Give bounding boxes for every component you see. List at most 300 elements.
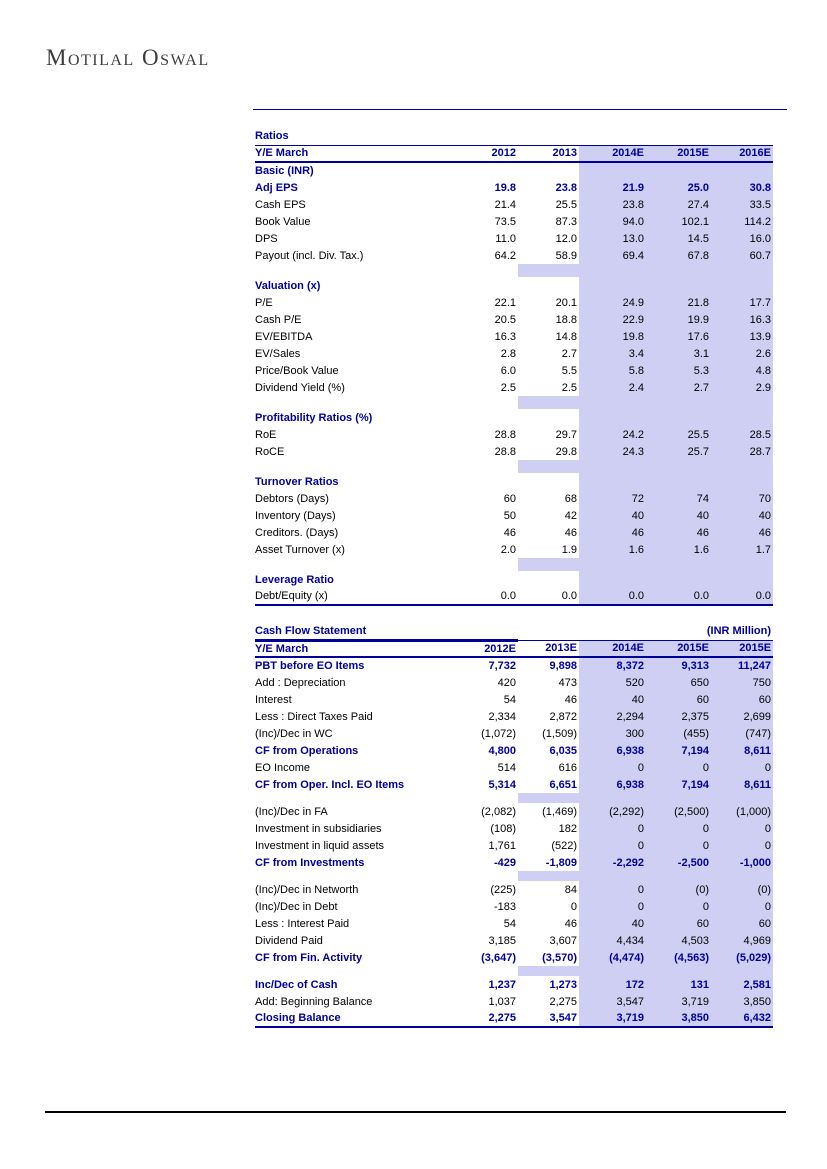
cell-value: 17.7 — [711, 294, 773, 311]
cell-value: 1,037 — [488, 995, 516, 1008]
cell-empty — [518, 277, 579, 294]
row-label: Less : Interest Paid — [255, 917, 350, 930]
table-row — [255, 490, 773, 507]
cell-value: 2.8 — [500, 347, 516, 360]
table-row — [255, 915, 773, 932]
row-label: Add : Depreciation — [255, 676, 346, 689]
cell-value: 2,872 — [549, 710, 577, 723]
row-label: Inventory (Days) — [255, 509, 336, 522]
cell-value: (0) — [711, 881, 773, 898]
cell-value: 2.4 — [579, 379, 646, 396]
cell-value: 94.0 — [579, 213, 646, 230]
table-row — [255, 820, 773, 837]
cell-value: 2,699 — [711, 708, 773, 725]
cell-empty — [421, 460, 518, 473]
cell-empty — [421, 966, 518, 976]
cell-value: 4,503 — [646, 932, 711, 949]
cell-value: 73.5 — [494, 215, 516, 228]
cell-value: 6,938 — [579, 742, 646, 759]
cell-empty — [711, 966, 773, 976]
section-label: Valuation (x) — [255, 279, 321, 292]
cell-value: 22.9 — [579, 311, 646, 328]
ratios-table — [255, 128, 773, 606]
cell-value: 2.5 — [561, 381, 577, 394]
cell-value: 40 — [646, 507, 711, 524]
cell-value: 3,850 — [646, 1010, 711, 1027]
cell-value: 3,719 — [646, 993, 711, 1010]
cell-value: -183 — [493, 900, 516, 913]
cell-value: 60 — [646, 691, 711, 708]
cell-value: 6,432 — [711, 1010, 773, 1027]
row-label: Cash EPS — [255, 198, 306, 211]
cell-value: (108) — [490, 822, 516, 835]
cell-value: 0 — [646, 820, 711, 837]
cell-empty — [579, 264, 646, 277]
cell-value: 3,719 — [579, 1010, 646, 1027]
cell-value: 2,375 — [646, 708, 711, 725]
cell-value: 6,035 — [549, 744, 577, 757]
cell-empty — [646, 162, 711, 179]
row-label: DPS — [255, 232, 278, 245]
cell-value: 20.5 — [494, 313, 516, 326]
row-label: Less : Direct Taxes Paid — [255, 710, 373, 723]
section-header-row — [255, 162, 773, 179]
motilal-oswal-logo: Motilal Oswal — [46, 45, 210, 70]
cell-value: 3,547 — [579, 993, 646, 1010]
cell-value: (5,029) — [711, 949, 773, 966]
spacer-row — [255, 396, 773, 409]
row-label: CF from Operations — [255, 744, 359, 757]
cell-value: 2,334 — [488, 710, 516, 723]
cell-value: 58.9 — [555, 249, 577, 262]
cell-empty — [711, 558, 773, 571]
cell-value: 514 — [497, 761, 516, 774]
cell-value: 6,938 — [579, 776, 646, 793]
cell-value: 23.8 — [555, 181, 577, 194]
cell-value: 21.9 — [579, 179, 646, 196]
cell-value: (4,563) — [646, 949, 711, 966]
year-column-header: 2015E — [646, 640, 711, 657]
cell-value: 114.2 — [711, 213, 773, 230]
table-row — [255, 657, 773, 674]
cell-value: -2,292 — [579, 854, 646, 871]
cell-value: 60 — [503, 492, 516, 505]
cell-value: 13.9 — [711, 328, 773, 345]
year-column-header: 2014E — [579, 145, 646, 162]
table-row — [255, 196, 773, 213]
cell-value: 3,607 — [549, 934, 577, 947]
cell-empty — [255, 396, 421, 409]
cell-value: 0 — [579, 759, 646, 776]
cashflow-title: Cash Flow Statement — [255, 623, 518, 640]
cell-value: 16.0 — [711, 230, 773, 247]
cell-value: 5.3 — [646, 362, 711, 379]
cell-value: 67.8 — [646, 247, 711, 264]
row-label: P/E — [255, 296, 273, 309]
ratios-header-row — [255, 145, 773, 162]
section-label: Profitability Ratios (%) — [255, 411, 373, 424]
cell-value: (2,292) — [579, 803, 646, 820]
cell-empty — [711, 396, 773, 409]
cell-value: 46 — [646, 524, 711, 541]
table-row — [255, 179, 773, 196]
cell-value: 2,275 — [549, 995, 577, 1008]
cell-value: 25.5 — [646, 426, 711, 443]
cell-value: 3,185 — [488, 934, 516, 947]
cell-value: 40 — [579, 691, 646, 708]
cell-value: 3.4 — [579, 345, 646, 362]
section-header-row — [255, 473, 773, 490]
section-label: Leverage Ratio — [255, 573, 334, 586]
spacer-row — [255, 871, 773, 881]
table-row — [255, 379, 773, 396]
row-label: Add: Beginning Balance — [255, 995, 373, 1008]
cell-empty — [579, 571, 646, 588]
row-label: Debtors (Days) — [255, 492, 329, 505]
cell-value: 0 — [711, 759, 773, 776]
cell-value: 7,194 — [646, 742, 711, 759]
cell-value: (3,647) — [481, 951, 516, 964]
cell-value: 4.8 — [711, 362, 773, 379]
cell-value: 0.0 — [518, 588, 579, 605]
cell-value: (3,570) — [542, 951, 577, 964]
cell-empty — [579, 277, 646, 294]
cell-value: 182 — [558, 822, 577, 835]
cell-value: 8,372 — [579, 657, 646, 674]
year-column-header: 2013E — [518, 640, 579, 657]
row-label: (Inc)/Dec in Debt — [255, 900, 338, 913]
cell-value: 40 — [579, 915, 646, 932]
cell-empty — [518, 871, 579, 881]
table-row — [255, 345, 773, 362]
cell-empty — [646, 473, 711, 490]
ratios-title: Ratios — [255, 128, 773, 145]
cell-value: 3.1 — [646, 345, 711, 362]
cell-value: (747) — [711, 725, 773, 742]
cell-value: 9,313 — [646, 657, 711, 674]
row-label: Cash P/E — [255, 313, 302, 326]
cell-value: 0 — [711, 820, 773, 837]
row-label: Closing Balance — [255, 1010, 421, 1027]
table-row — [255, 524, 773, 541]
table-row — [255, 708, 773, 725]
table-row — [255, 725, 773, 742]
cell-value: 2.5 — [500, 381, 516, 394]
tables-area — [255, 128, 773, 1028]
table-row — [255, 837, 773, 854]
cell-value: 5,314 — [488, 778, 516, 791]
table-row — [255, 541, 773, 558]
ratios-header-label: Y/E March — [255, 145, 421, 162]
cell-empty — [421, 473, 518, 490]
cell-empty — [255, 793, 421, 803]
cell-value: 16.3 — [494, 330, 516, 343]
year-column-header: 2015E — [646, 145, 711, 162]
cell-value: 473 — [558, 676, 577, 689]
cell-empty — [518, 793, 579, 803]
row-label: EO Income — [255, 761, 311, 774]
table-row — [255, 803, 773, 820]
cell-value: 46 — [579, 524, 646, 541]
cell-value: 5.5 — [561, 364, 577, 377]
cell-value: 4,969 — [711, 932, 773, 949]
cell-empty — [579, 966, 646, 976]
row-label: Dividend Paid — [255, 934, 323, 947]
cell-value: 0 — [646, 759, 711, 776]
cell-value: 6.0 — [500, 364, 516, 377]
cell-value: 2.9 — [711, 379, 773, 396]
cell-value: 46 — [503, 526, 516, 539]
cell-value: (1,000) — [711, 803, 773, 820]
cell-value: 46 — [564, 526, 577, 539]
cell-value: 0 — [579, 837, 646, 854]
cell-value: 84 — [564, 883, 577, 896]
row-label: RoE — [255, 428, 277, 441]
row-label: CF from Investments — [255, 856, 365, 869]
cell-value: 60 — [711, 915, 773, 932]
cell-value: 46 — [564, 693, 577, 706]
cell-empty — [711, 162, 773, 179]
cell-value: 40 — [579, 507, 646, 524]
table-row — [255, 949, 773, 966]
cell-empty — [421, 558, 518, 571]
cell-empty — [579, 409, 646, 426]
cell-value: 22.1 — [494, 296, 516, 309]
cell-value: 72 — [579, 490, 646, 507]
ratios-body — [255, 162, 773, 605]
cell-value: 30.8 — [711, 179, 773, 196]
cell-empty — [646, 460, 711, 473]
cell-value: 20.1 — [555, 296, 577, 309]
cell-value: (455) — [646, 725, 711, 742]
cell-empty — [421, 409, 518, 426]
cell-empty — [646, 793, 711, 803]
row-label: Dividend Yield (%) — [255, 381, 345, 394]
cell-value: 24.9 — [579, 294, 646, 311]
cell-value: 87.3 — [555, 215, 577, 228]
year-column-header: 2013 — [518, 145, 579, 162]
cell-value: 21.4 — [494, 198, 516, 211]
cell-value: (2,082) — [481, 805, 516, 818]
cell-value: 2,275 — [421, 1010, 518, 1027]
table-row — [255, 230, 773, 247]
cell-empty — [421, 793, 518, 803]
table-row — [255, 213, 773, 230]
table-row — [255, 362, 773, 379]
row-label: (Inc)/Dec in Networth — [255, 883, 359, 896]
cell-value: 2.6 — [711, 345, 773, 362]
cell-value: 0 — [579, 820, 646, 837]
cell-empty — [579, 396, 646, 409]
cell-empty — [518, 966, 579, 976]
cell-value: 0 — [570, 900, 577, 913]
cell-value: (1,509) — [542, 727, 577, 740]
section-header-row — [255, 571, 773, 588]
cell-value: 60 — [711, 691, 773, 708]
cell-empty — [421, 264, 518, 277]
cell-empty — [646, 871, 711, 881]
cell-value: 1.6 — [646, 541, 711, 558]
spacer-row — [255, 460, 773, 473]
table-row — [255, 776, 773, 793]
cell-value: 4,434 — [579, 932, 646, 949]
cell-value: 2,581 — [711, 976, 773, 993]
cell-value: 17.6 — [646, 328, 711, 345]
table-row — [255, 426, 773, 443]
cell-value: 0 — [711, 898, 773, 915]
row-label: EV/EBITDA — [255, 330, 313, 343]
year-column-header: 2014E — [579, 640, 646, 657]
cell-value: 14.5 — [646, 230, 711, 247]
cell-empty — [421, 396, 518, 409]
cell-value: (0) — [646, 881, 711, 898]
cell-empty — [579, 793, 646, 803]
cell-empty — [255, 264, 421, 277]
cell-value: -429 — [493, 856, 516, 869]
cell-empty — [711, 460, 773, 473]
table-row — [255, 993, 773, 1010]
cell-value: (225) — [490, 883, 516, 896]
cell-value: 60.7 — [711, 247, 773, 264]
cell-value: 750 — [711, 674, 773, 691]
section-header-row — [255, 409, 773, 426]
cell-empty — [711, 571, 773, 588]
cell-value: (4,474) — [579, 949, 646, 966]
table-row — [255, 443, 773, 460]
cell-value: 1,273 — [549, 978, 577, 991]
cell-value: 19.8 — [579, 328, 646, 345]
cell-value: 28.7 — [711, 443, 773, 460]
cell-value: 3,850 — [711, 993, 773, 1010]
year-column-header: 2015E — [711, 640, 773, 657]
cell-value: 131 — [646, 976, 711, 993]
cell-empty — [646, 277, 711, 294]
cell-value: 9,898 — [549, 660, 577, 672]
cell-empty — [646, 966, 711, 976]
cell-value: 0 — [711, 837, 773, 854]
row-label: CF from Fin. Activity — [255, 951, 363, 964]
cell-value: 2.7 — [561, 347, 577, 360]
table-row — [255, 294, 773, 311]
row-label: (Inc)/Dec in FA — [255, 805, 328, 818]
spacer-row — [255, 793, 773, 803]
cell-value: 1.9 — [561, 543, 577, 556]
cashflow-title-row — [255, 623, 773, 640]
cell-value: 25.7 — [646, 443, 711, 460]
bottom-divider — [45, 1111, 786, 1113]
table-row — [255, 674, 773, 691]
cell-value: 2.0 — [500, 543, 516, 556]
cell-value: 4,800 — [488, 744, 516, 757]
cell-value: 5.8 — [579, 362, 646, 379]
table-row — [255, 247, 773, 264]
row-label: Investment in liquid assets — [255, 839, 385, 852]
cell-value: 33.5 — [711, 196, 773, 213]
cell-value: 0 — [646, 898, 711, 915]
cell-value: 102.1 — [646, 213, 711, 230]
cell-value: 420 — [497, 676, 516, 689]
cell-value: 172 — [579, 976, 646, 993]
table-row — [255, 759, 773, 776]
cell-value: -2,500 — [646, 854, 711, 871]
cell-empty — [421, 571, 518, 588]
cell-empty — [518, 409, 579, 426]
cell-empty — [579, 473, 646, 490]
row-label: RoCE — [255, 445, 285, 458]
cashflow-header-row — [255, 640, 773, 657]
row-label: Adj EPS — [255, 181, 298, 194]
cell-empty — [711, 277, 773, 294]
table-row — [255, 588, 773, 605]
spacer-row — [255, 264, 773, 277]
cell-value: 69.4 — [579, 247, 646, 264]
cell-value: 60 — [646, 915, 711, 932]
row-label: Book Value — [255, 215, 311, 228]
cell-value: 29.7 — [555, 428, 577, 441]
cell-value: -1,809 — [545, 856, 577, 869]
cell-empty — [518, 396, 579, 409]
cell-value: 13.0 — [579, 230, 646, 247]
cell-value: 54 — [503, 917, 516, 930]
row-label: Creditors. (Days) — [255, 526, 339, 539]
top-divider — [253, 109, 787, 110]
cell-value: 1.6 — [579, 541, 646, 558]
table-row — [255, 854, 773, 871]
cell-value: 28.5 — [711, 426, 773, 443]
cell-empty — [711, 409, 773, 426]
cell-value: 0 — [579, 881, 646, 898]
cell-value: 2.7 — [646, 379, 711, 396]
cell-empty — [518, 473, 579, 490]
cell-value: 19.8 — [494, 181, 516, 194]
cell-empty — [255, 558, 421, 571]
cell-value: 28.8 — [494, 428, 516, 441]
row-label: Interest — [255, 693, 292, 706]
cell-value: 8,611 — [711, 776, 773, 793]
row-label: Investment in subsidiaries — [255, 822, 382, 835]
year-column-header: 2012E — [421, 640, 518, 657]
table-row — [255, 932, 773, 949]
row-label: Asset Turnover (x) — [255, 543, 345, 556]
cashflow-header-label: Y/E March — [255, 640, 421, 657]
row-label: PBT before EO Items — [255, 660, 365, 672]
cell-empty — [421, 277, 518, 294]
cell-value: 650 — [646, 674, 711, 691]
cell-value: 12.0 — [555, 232, 577, 245]
cell-empty — [646, 264, 711, 277]
cell-value: 23.8 — [579, 196, 646, 213]
cell-value: 3,547 — [518, 1010, 579, 1027]
cell-value: 0.0 — [421, 588, 518, 605]
cell-empty — [711, 473, 773, 490]
spacer-row — [255, 558, 773, 571]
cell-value: 21.8 — [646, 294, 711, 311]
cell-value: 300 — [579, 725, 646, 742]
cell-value: 74 — [646, 490, 711, 507]
cell-value: 7,732 — [488, 660, 516, 672]
cell-empty — [646, 409, 711, 426]
cell-value: 46 — [564, 917, 577, 930]
cell-empty — [579, 460, 646, 473]
cell-value: 11,247 — [711, 657, 773, 674]
section-label: Turnover Ratios — [255, 475, 339, 488]
cell-value: 54 — [503, 693, 516, 706]
table-row — [255, 311, 773, 328]
cell-value: (1,469) — [542, 805, 577, 818]
cell-empty — [518, 162, 579, 179]
cell-value: 6,651 — [549, 778, 577, 791]
cashflow-body — [255, 657, 773, 1027]
